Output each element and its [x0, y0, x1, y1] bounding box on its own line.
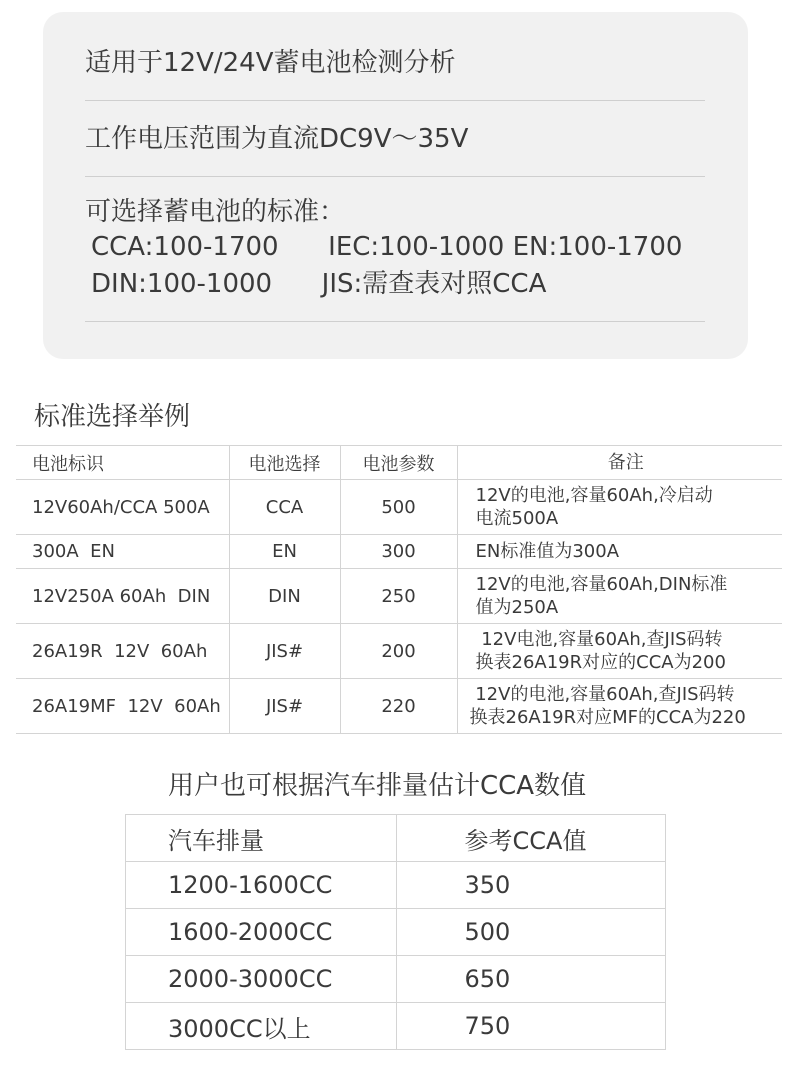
cell-remark: [457, 480, 782, 535]
displacement-table: [125, 814, 666, 1050]
cell-battery-select: JIS#: [229, 679, 340, 734]
standards-row-1: CCA:100-1700 IEC:100-1000 EN:100-1700: [91, 232, 683, 262]
cell-battery-param: 500: [340, 480, 457, 535]
example-title: 标准选择举例: [34, 402, 191, 432]
displacement-title: 用户也可根据汽车排量估计CCA数值: [168, 771, 587, 801]
header-reference-cca: 参考CCA值: [396, 815, 665, 862]
cell-battery-label: 300A EN: [16, 535, 229, 569]
cell-reference-cca: 500: [396, 909, 665, 956]
cell-battery-select: DIN: [229, 569, 340, 624]
cell-reference-cca: 350: [396, 862, 665, 909]
header-battery-param: 电池参数: [340, 446, 457, 480]
cell-battery-label: 12V60Ah/CCA 500A: [16, 480, 229, 535]
spec-working-voltage: [85, 122, 705, 177]
remark-line: 12V电池,容量60Ah,查JIS码转: [475, 629, 723, 650]
remark-line: 12V的电池,容量60Ah,冷启动: [475, 485, 713, 506]
spec-line-2: 工作电压范围为直流DC9V～35V: [85, 124, 469, 154]
cell-battery-param: 300: [340, 535, 457, 569]
remark-line: EN标准值为300A: [475, 541, 620, 562]
spec-standards-title: 可选择蓄电池的标准：: [85, 197, 346, 227]
cell-remark: [457, 569, 782, 624]
cell-battery-select: JIS#: [229, 624, 340, 679]
table-row: [16, 679, 782, 734]
spec-voltage-support: [85, 46, 705, 101]
table-row: [16, 569, 782, 624]
cell-battery-select: EN: [229, 535, 340, 569]
cell-displacement: 2000-3000CC: [126, 956, 397, 1003]
cell-battery-param: 250: [340, 569, 457, 624]
cell-remark: [457, 624, 782, 679]
table-row: [16, 480, 782, 535]
table-row: [126, 1003, 666, 1050]
cell-remark: [457, 679, 782, 734]
example-header-row: [16, 446, 782, 480]
header-battery-select: 电池选择: [229, 446, 340, 480]
standards-row-2: DIN:100-1000 JIS:需查表对照CCA: [91, 269, 547, 299]
table-row: [16, 535, 782, 569]
remark-line: 换表26A19R对应MF的CCA为220: [469, 707, 746, 728]
example-table: [16, 445, 782, 734]
cell-displacement: 1200-1600CC: [126, 862, 397, 909]
cell-displacement: 1600-2000CC: [126, 909, 397, 956]
displacement-header-row: [126, 815, 666, 862]
header-battery-label: 电池标识: [16, 446, 229, 480]
remark-line: 值为250A: [475, 597, 559, 618]
cell-displacement: 3000CC以上: [126, 1003, 397, 1050]
remark-line: 电流500A: [475, 508, 559, 529]
cell-reference-cca: 650: [396, 956, 665, 1003]
cell-battery-select: CCA: [229, 480, 340, 535]
remark-line: 12V的电池,容量60Ah,查JIS码转: [469, 684, 735, 705]
table-row: [126, 862, 666, 909]
spec-standards: [85, 195, 705, 322]
table-row: [126, 909, 666, 956]
cell-reference-cca: 750: [396, 1003, 665, 1050]
specs-panel: [43, 12, 748, 359]
cell-battery-label: 12V250A 60Ah DIN: [16, 569, 229, 624]
header-remark: 备注: [457, 446, 782, 480]
cell-battery-label: 26A19R 12V 60Ah: [16, 624, 229, 679]
table-row: [126, 956, 666, 1003]
spec-line-1: 适用于12V/24V蓄电池检测分析: [85, 48, 456, 78]
cell-battery-param: 200: [340, 624, 457, 679]
remark-line: 12V的电池,容量60Ah,DIN标准: [475, 574, 728, 595]
cell-battery-label: 26A19MF 12V 60Ah: [16, 679, 229, 734]
cell-battery-param: 220: [340, 679, 457, 734]
remark-line: 换表26A19R对应的CCA为200: [475, 652, 726, 673]
cell-remark: [457, 535, 782, 569]
header-displacement: 汽车排量: [126, 815, 397, 862]
table-row: [16, 624, 782, 679]
